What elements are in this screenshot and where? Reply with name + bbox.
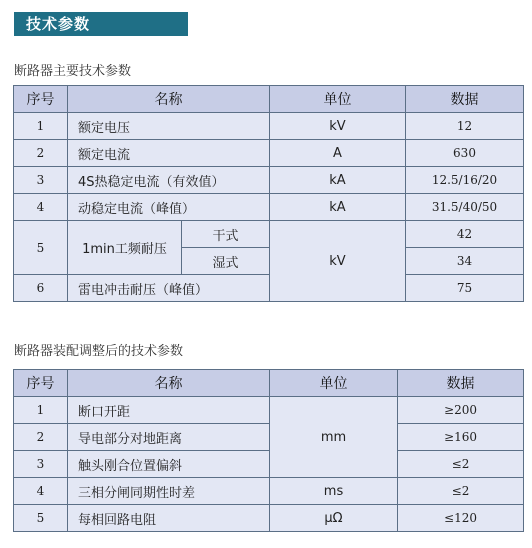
row-name: 每相回路电阻	[68, 505, 270, 532]
row-name: 额定电流	[68, 140, 270, 167]
row-name: 触头刚合位置偏斜	[68, 451, 270, 478]
table1-caption: 断路器主要技术参数	[14, 64, 132, 79]
row-value: 34	[406, 248, 524, 275]
row-no: 5	[14, 505, 68, 532]
row-unit: kA	[270, 194, 406, 221]
row-name: 1min工频耐压	[68, 221, 182, 275]
row-no: 1	[14, 113, 68, 140]
row-unit: kV	[270, 221, 406, 302]
row-name: 动稳定电流（峰值）	[68, 194, 270, 221]
row-no: 1	[14, 397, 68, 424]
header-value: 数据	[398, 370, 524, 397]
table2-caption: 断路器装配调整后的技术参数	[14, 344, 184, 359]
table-row	[14, 451, 524, 478]
row-value: 630	[406, 140, 524, 167]
row-value: ≤120	[398, 505, 524, 532]
row-no: 4	[14, 194, 68, 221]
row-no: 3	[14, 451, 68, 478]
table-header-row	[14, 86, 524, 113]
row-value: 75	[406, 275, 524, 302]
row-name: 导电部分对地距离	[68, 424, 270, 451]
row-unit: A	[270, 140, 406, 167]
table-row	[14, 505, 524, 532]
row-name: 断口开距	[68, 397, 270, 424]
table-row	[14, 194, 524, 221]
table-row	[14, 424, 524, 451]
row-value: ≤2	[398, 478, 524, 505]
row-no: 5	[14, 221, 68, 275]
row-value: ≤2	[398, 451, 524, 478]
table-header-row	[14, 370, 524, 397]
row-name: 三相分闸同期性时差	[68, 478, 270, 505]
table-row	[14, 221, 524, 248]
row-unit: μΩ	[270, 505, 398, 532]
row-unit: kV	[270, 113, 406, 140]
row-name: 额定电压	[68, 113, 270, 140]
table-row	[14, 478, 524, 505]
table-row	[14, 140, 524, 167]
header-value: 数据	[406, 86, 524, 113]
row-no: 6	[14, 275, 68, 302]
row-no: 2	[14, 424, 68, 451]
row-unit: mm	[270, 397, 398, 478]
row-no: 4	[14, 478, 68, 505]
header-no: 序号	[14, 86, 68, 113]
row-name: 4S热稳定电流（有效值）	[68, 167, 270, 194]
table-row	[14, 113, 524, 140]
adjusted-parameters-table	[13, 369, 524, 532]
table-row	[14, 275, 524, 302]
row-unit: kA	[270, 167, 406, 194]
header-unit: 单位	[270, 370, 398, 397]
main-parameters-table	[13, 85, 524, 302]
row-name: 雷电冲击耐压（峰值）	[68, 275, 270, 302]
row-subname: 湿式	[182, 248, 270, 275]
header-name: 名称	[68, 86, 270, 113]
row-value: ≥200	[398, 397, 524, 424]
row-unit: ms	[270, 478, 398, 505]
section-title-banner: 技术参数	[14, 12, 188, 36]
header-no: 序号	[14, 370, 68, 397]
row-value: 31.5/40/50	[406, 194, 524, 221]
row-value: ≥160	[398, 424, 524, 451]
table-row	[14, 397, 524, 424]
row-value: 12	[406, 113, 524, 140]
row-value: 12.5/16/20	[406, 167, 524, 194]
header-name: 名称	[68, 370, 270, 397]
row-no: 3	[14, 167, 68, 194]
row-value: 42	[406, 221, 524, 248]
row-no: 2	[14, 140, 68, 167]
row-subname: 干式	[182, 221, 270, 248]
header-unit: 单位	[270, 86, 406, 113]
table-row	[14, 167, 524, 194]
